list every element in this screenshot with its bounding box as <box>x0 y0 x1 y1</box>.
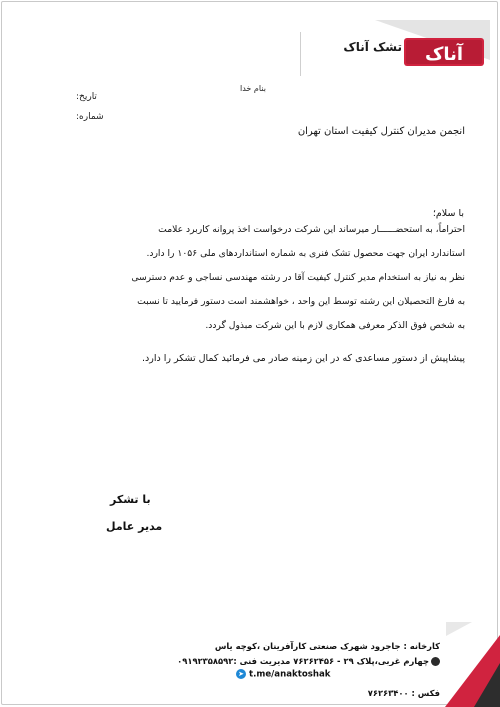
greeting: با سلام؛ <box>432 208 464 219</box>
letterhead-brand <box>300 20 490 82</box>
body-line: احتراماً، به استحضــــــار میرساند این شرکت درخواست اخذ پروانه کاربرد علامت <box>158 224 465 235</box>
footer-address-text: چهارم غربی،پلاک ۲۹ - ۷۶۲۶۲۴۵۶ مدیریت فنی :۰۹۱۹۲۳۵۸۵۹۲ <box>177 656 429 666</box>
letter-body <box>35 218 465 338</box>
signature-title: مدیر عامل <box>106 520 163 533</box>
footer-fax: فکس : ۷۶۲۶۳۴۰۰ <box>367 688 440 698</box>
footer-decor-dark <box>474 663 500 707</box>
recipient: انجمن مدیران کنترل کیفیت استان تهران <box>297 126 465 137</box>
company-name: تشک آناک <box>343 40 402 54</box>
footer-factory: کارخانه : جاجرود شهرک صنعتی کارآفرینان ،کوچه یاس <box>214 641 440 651</box>
footer-address <box>177 656 440 666</box>
telegram-link[interactable]: t.me/anaktoshak <box>249 669 331 680</box>
location-icon <box>431 657 440 666</box>
bismillah: بنام خدا <box>240 84 266 93</box>
footer-telegram[interactable] <box>236 669 331 680</box>
signature-thanks: با تشکر <box>110 493 151 506</box>
number-label: شماره: <box>76 112 104 122</box>
date-label: تاریخ: <box>76 92 97 102</box>
body-line: به شخص فوق الذکر معرفی همکاری لازم با این شرکت مبذول گردد. <box>205 320 465 331</box>
body-line: نظر به نیاز به استخدام مدیر کنترل کیفیت آقا در رشته مهندسی نساجی و عدم دسترسی <box>131 272 465 283</box>
telegram-icon: ➤ <box>236 669 246 679</box>
body-line: به فارغ التحصیلان این رشته توسط این واحد ، خواهشمند است دستور فرمایید تا نسبت <box>137 296 465 307</box>
body-line: استاندارد ایران جهت محصول تشک فنری به شماره استانداردهای ملی ۱۰۵۶ را دارد. <box>146 248 465 259</box>
footer-decor-light <box>446 622 472 636</box>
closing-thanks: پیشاپیش از دستور مساعدی که در این زمینه صادر می فرمائید کمال تشکر را دارد. <box>142 353 465 364</box>
company-logo <box>404 34 484 70</box>
logo-text: آناک <box>424 44 464 65</box>
header-divider <box>300 32 301 76</box>
